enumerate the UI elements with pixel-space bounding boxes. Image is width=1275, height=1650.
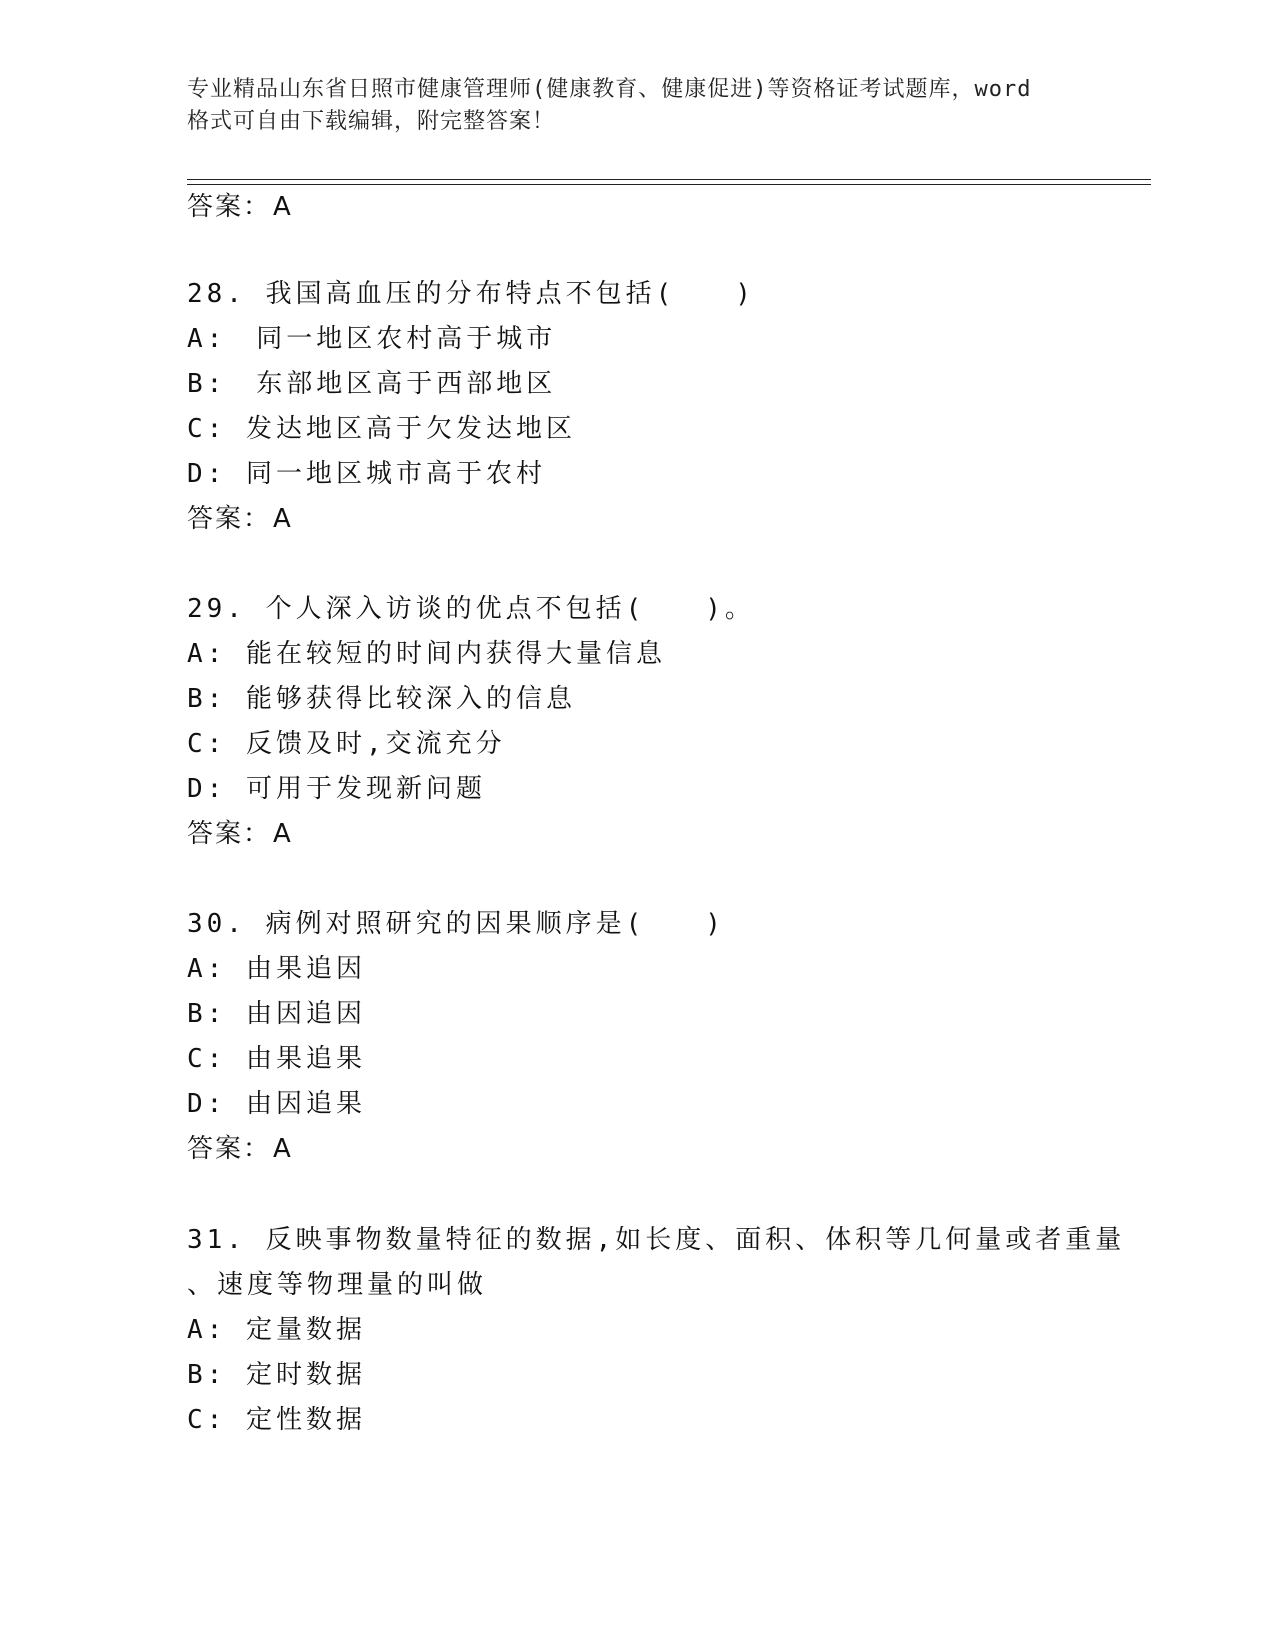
option-b: B: 能够获得比较深入的信息 xyxy=(187,684,576,714)
option-b: B: 由因追因 xyxy=(187,999,366,1029)
answer-value: A xyxy=(273,504,293,534)
answer-label: 答案： xyxy=(187,192,272,222)
question-stem-line-1: 31. 反映事物数量特征的数据,如长度、面积、体积等几何量或者重量 xyxy=(187,1225,1126,1255)
question-stem: 28. 我国高血压的分布特点不包括( ) xyxy=(187,279,755,309)
question-28 xyxy=(187,272,1107,542)
option-c: C: 由果追果 xyxy=(187,1044,366,1074)
header-line-1: 专业精品山东省日照市健康管理师(健康教育、健康促进)等资格证考试题库，word xyxy=(187,77,1032,102)
option-a: A: 同一地区农村高于城市 xyxy=(187,324,557,354)
answer-line xyxy=(187,1127,1107,1172)
answer-line xyxy=(187,497,1107,542)
question-29 xyxy=(187,587,1107,857)
answer-label: 答案： xyxy=(187,1134,272,1164)
option-a: A: 能在较短的时间内获得大量信息 xyxy=(187,639,666,669)
option-b: B: 东部地区高于西部地区 xyxy=(187,369,557,399)
option-d: D: 可用于发现新问题 xyxy=(187,774,486,804)
option-d: D: 同一地区城市高于农村 xyxy=(187,459,546,489)
option-c: C: 定性数据 xyxy=(187,1405,366,1435)
answer-value: A xyxy=(273,819,293,849)
header-divider-top xyxy=(187,179,1151,180)
option-b: B: 定时数据 xyxy=(187,1360,366,1390)
option-d: D: 由因追果 xyxy=(187,1089,366,1119)
answer-label: 答案： xyxy=(187,504,272,534)
question-30 xyxy=(187,902,1107,1172)
answer-line xyxy=(187,185,1107,230)
question-stem: 29. 个人深入访谈的优点不包括( )。 xyxy=(187,594,755,624)
question-31 xyxy=(187,1218,1126,1443)
question-stem: 30. 病例对照研究的因果顺序是( ) xyxy=(187,909,725,939)
document-header xyxy=(187,74,1087,138)
option-c: C: 反馈及时,交流充分 xyxy=(187,729,506,759)
answer-value: A xyxy=(273,1134,293,1164)
option-c: C: 发达地区高于欠发达地区 xyxy=(187,414,576,444)
answer-value: A xyxy=(273,192,293,222)
previous-answer xyxy=(187,185,1107,230)
question-stem-line-2: 、速度等物理量的叫做 xyxy=(187,1270,488,1300)
option-a: A: 定量数据 xyxy=(187,1315,366,1345)
option-a: A: 由果追因 xyxy=(187,954,366,984)
header-line-2: 格式可自由下载编辑，附完整答案！ xyxy=(187,109,556,134)
answer-line xyxy=(187,812,1107,857)
answer-label: 答案： xyxy=(187,819,272,849)
